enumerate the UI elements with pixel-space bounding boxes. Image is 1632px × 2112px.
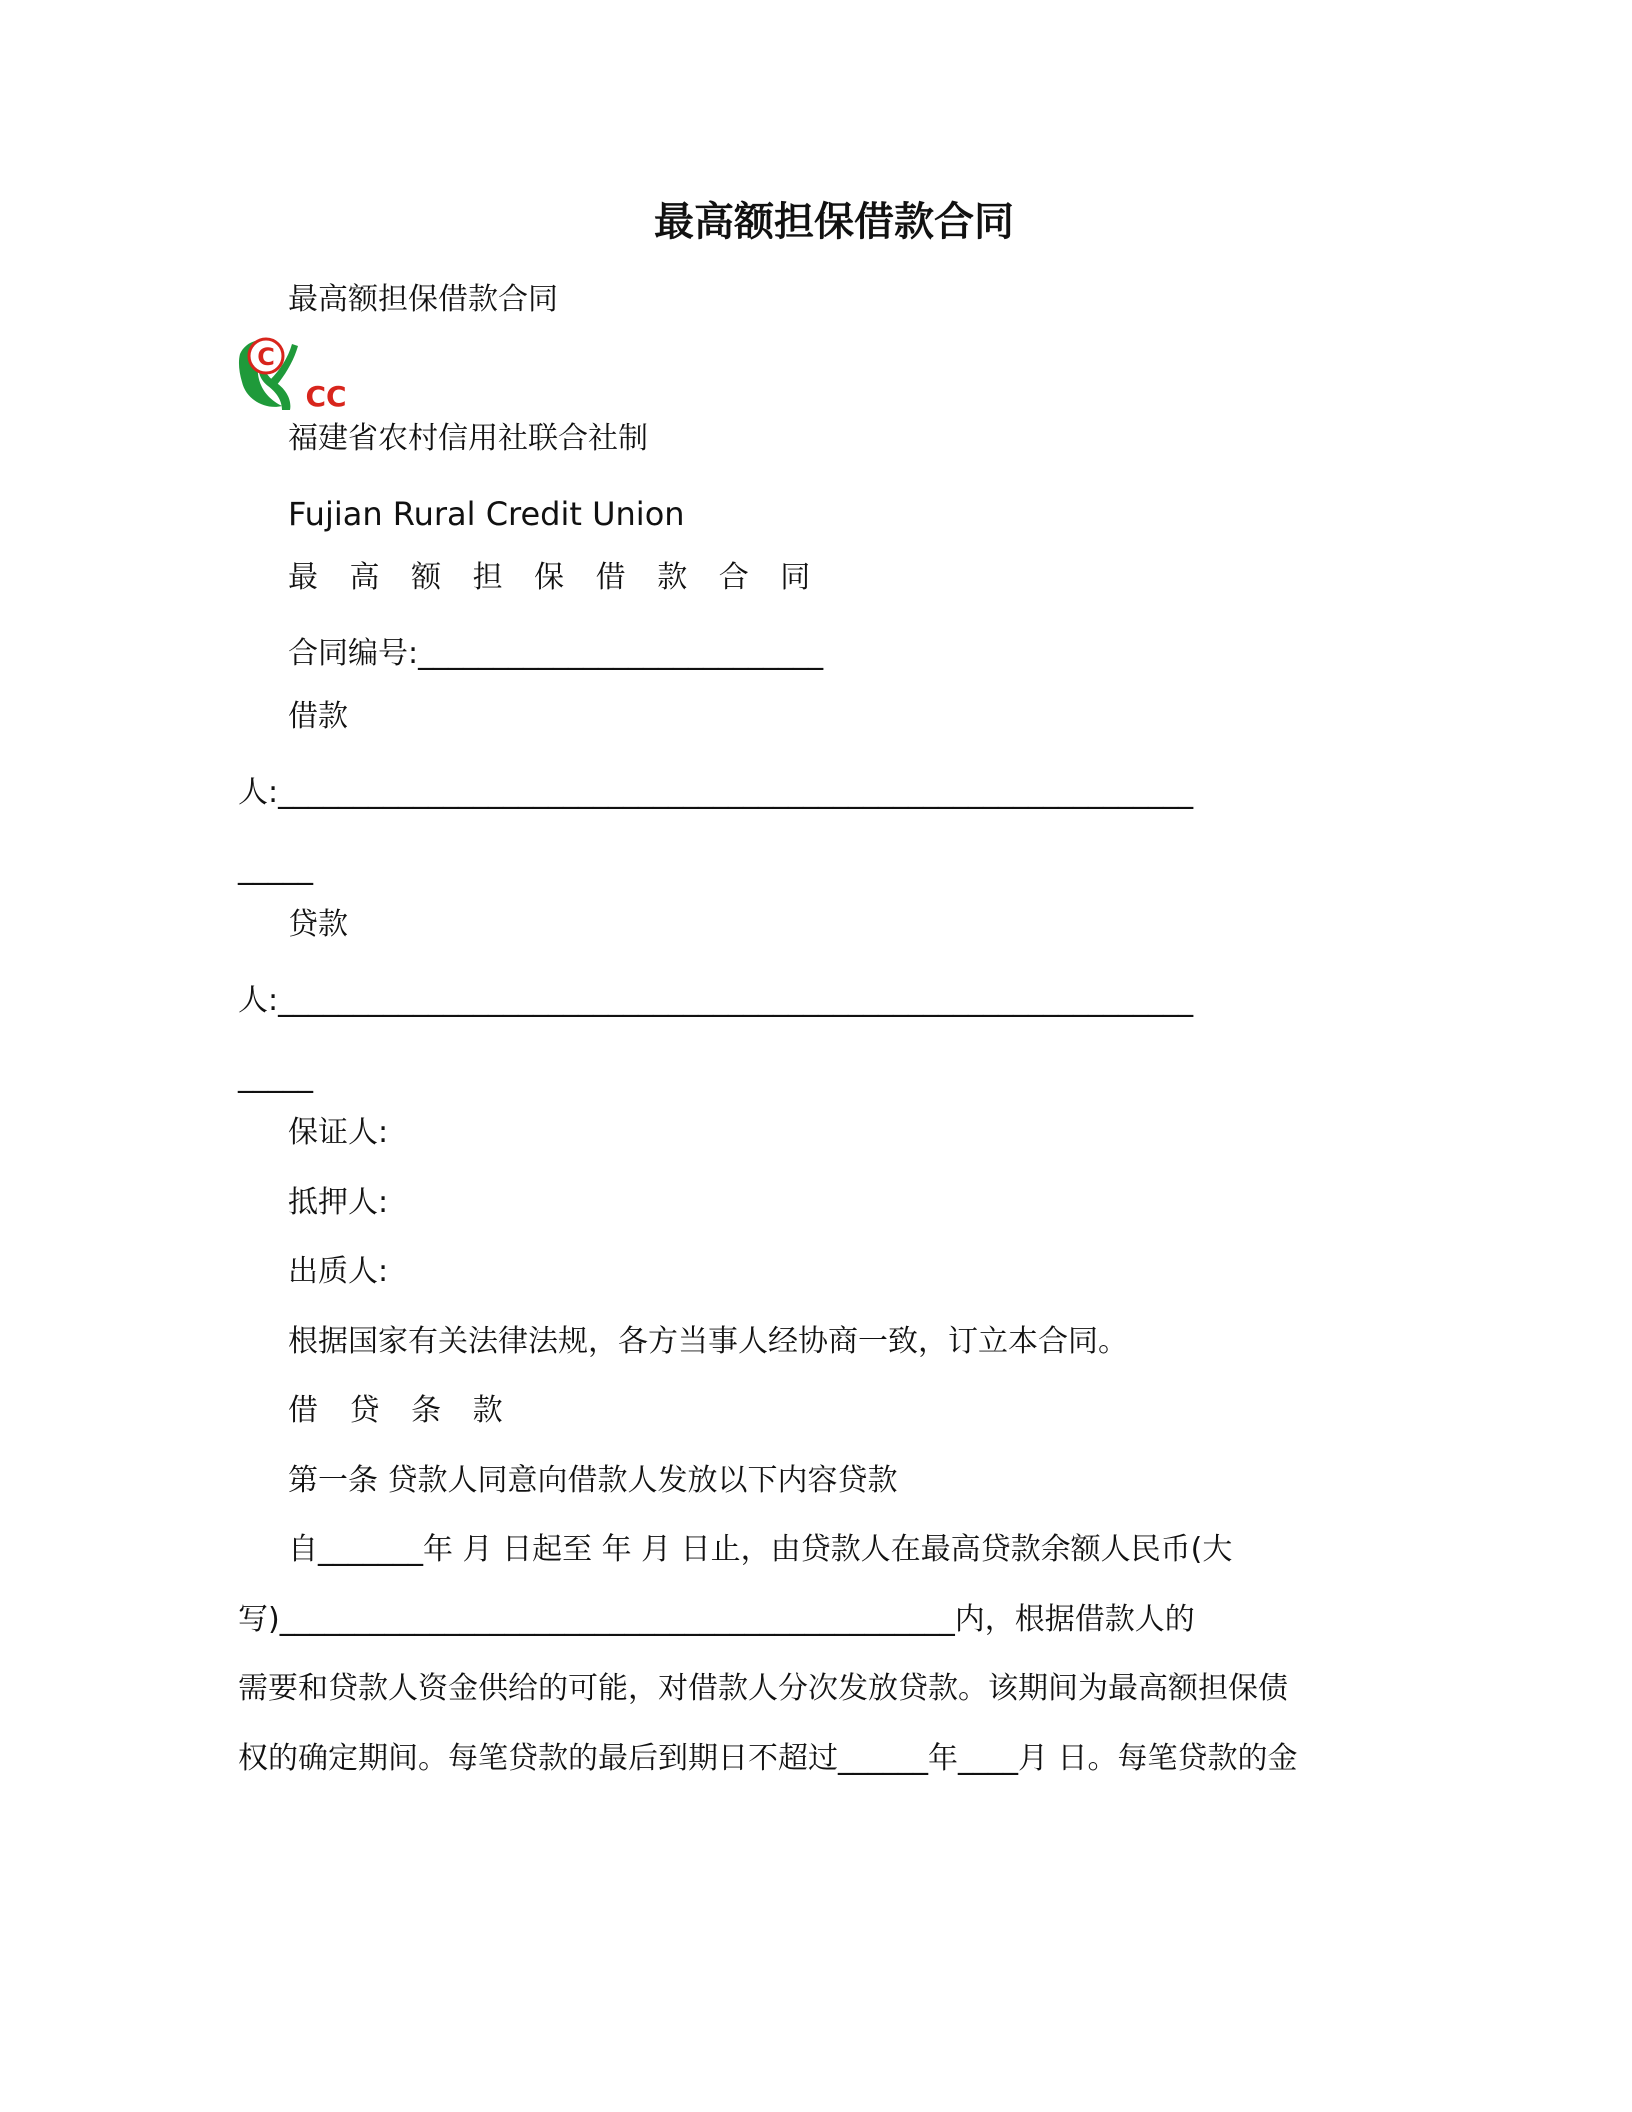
borrower-label: 借款 xyxy=(288,699,348,734)
article-1-text-line-1: 自_______年 月 日起至 年 月 日止，由贷款人在最高贷款余额人民币(大 xyxy=(288,1532,1233,1567)
section-heading: 借 贷 条 款 xyxy=(288,1393,514,1428)
guarantor-field: 保证人: xyxy=(288,1115,389,1150)
contract-heading: 最 高 额 担 保 借 款 合 同 xyxy=(288,560,822,595)
article-1-text-line-4: 权的确定期间。每笔贷款的最后到期日不超过______年____月 日。每笔贷款的金 xyxy=(238,1741,1298,1776)
article-1-text-line-2: 写)_____________________________________________内，根据借款人的 xyxy=(238,1602,1195,1637)
lender-label: 贷款 xyxy=(288,907,348,942)
pledgor-field: 出质人: xyxy=(288,1254,389,1289)
mortgagor-field: 抵押人: xyxy=(288,1185,389,1220)
article-1-text-line-3: 需要和贷款人资金供给的可能，对借款人分次发放贷款。该期间为最高额担保债 xyxy=(238,1671,1288,1706)
rural-credit-union-logo xyxy=(236,334,356,412)
intro-paragraph: 根据国家有关法律法规，各方当事人经协商一致，订立本合同。 xyxy=(288,1324,1128,1359)
logo-letters-cc: CC xyxy=(305,380,347,412)
issuer-cn: 福建省农村信用社联合社制 xyxy=(288,421,648,456)
lender-field-continued: _____ xyxy=(238,1059,313,1094)
document-title: 最高额担保借款合同 xyxy=(654,199,1014,245)
logo-letter-c: C xyxy=(257,343,275,371)
borrower-field: 人:_____________________________________________________________ xyxy=(238,775,1194,810)
article-1-title: 第一条 贷款人同意向借款人发放以下内容贷款 xyxy=(288,1463,898,1498)
issuer-en: Fujian Rural Credit Union xyxy=(288,495,685,533)
lender-field: 人:_____________________________________________________________ xyxy=(238,983,1194,1018)
borrower-field-continued: _____ xyxy=(238,851,313,886)
contract-number-field: 合同编号:___________________________ xyxy=(288,636,824,671)
document-subtitle: 最高额担保借款合同 xyxy=(288,282,558,317)
